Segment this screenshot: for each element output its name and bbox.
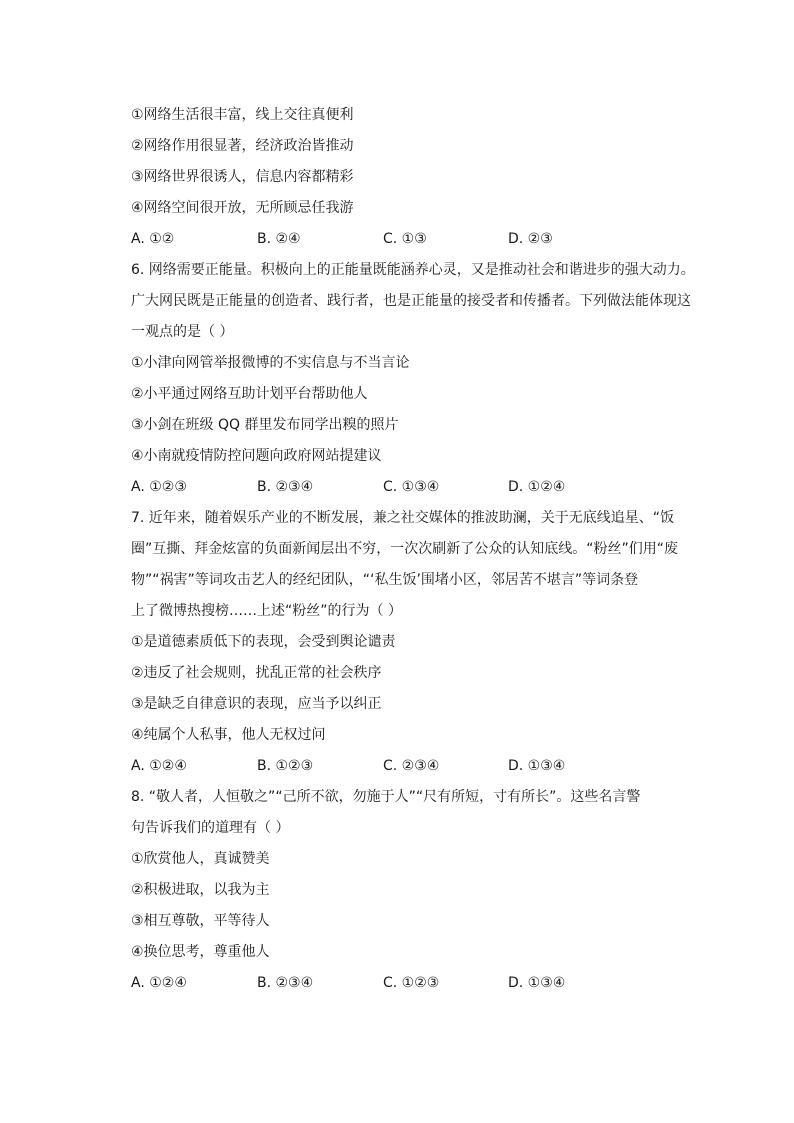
- option-d: D. ①③④: [508, 975, 566, 991]
- option-a: A. ①②④: [131, 758, 187, 774]
- question-stem-line: 上了微博热搜榜……上述“粉丝”的行为（ ）: [131, 603, 402, 619]
- choice-statement-3: ③是缺乏自律意识的表现，应当予以纠正: [131, 696, 382, 712]
- choice-statement-4: ④换位思考，尊重他人: [131, 944, 270, 960]
- option-a: A. ①②③: [131, 479, 187, 495]
- option-c: C. ①③: [383, 231, 427, 247]
- option-d: D. ①③④: [508, 758, 566, 774]
- choice-statement-2: ②小平通过网络互助计划平台帮助他人: [131, 386, 368, 402]
- answer-options: [131, 968, 701, 999]
- choice-statement-2: ②网络作用很显著，经济政治皆推动: [131, 138, 354, 154]
- choice-statement-1: ①是道德素质低下的表现，会受到舆论谴责: [131, 634, 396, 650]
- choice-statement-1: ①小津向网管举报微博的不实信息与不当言论: [131, 355, 410, 371]
- option-c: C. ①②③: [383, 975, 440, 991]
- choice-statement-2: ②积极进取，以我为主: [131, 882, 270, 898]
- option-b: B. ②③④: [257, 975, 314, 991]
- choice-statement-1: ①网络生活很丰富，线上交往真便利: [131, 107, 354, 123]
- choice-statement-3: ③相互尊敬，平等待人: [131, 913, 270, 929]
- question-stem-line: 6. 网络需要正能量。积极向上的正能量既能涵养心灵，又是推动社会和谐进步的强大动力。: [131, 262, 695, 278]
- choice-statement-1: ①欣赏他人，真诚赞美: [131, 851, 270, 867]
- option-c: C. ②③④: [383, 758, 440, 774]
- question-5: [131, 100, 701, 255]
- option-c: C. ①③④: [383, 479, 440, 495]
- choice-statement-2: ②违反了社会规则，扰乱正常的社会秩序: [131, 665, 382, 681]
- question-stem-line: 一观点的是（ ）: [131, 324, 234, 340]
- choice-statement-3: ③网络世界很诱人，信息内容都精彩: [131, 169, 354, 185]
- option-d: D. ①②④: [508, 479, 566, 495]
- question-6: [131, 255, 701, 503]
- page-content: [131, 100, 701, 999]
- question-stem-line: 句告诉我们的道理有（ ）: [131, 820, 290, 836]
- answer-options: [131, 472, 701, 503]
- choice-statement-3: ③小剑在班级 QQ 群里发布同学出糗的照片: [131, 417, 399, 433]
- question-7: [131, 503, 701, 782]
- question-stem-line: 圈”互撕、拜金炫富的负面新闻层出不穷，一次次刷新了公众的认知底线。“粉丝”们用“废: [131, 541, 679, 557]
- question-stem-line: 广大网民既是正能量的创造者、践行者，也是正能量的接受者和传播者。下列做法能体现这: [131, 293, 691, 309]
- answer-options: [131, 751, 701, 782]
- option-d: D. ②③: [508, 231, 553, 247]
- option-a: A. ①②: [131, 231, 175, 247]
- question-8: [131, 782, 701, 999]
- question-stem-line: 7. 近年来，随着娱乐产业的不断发展，兼之社交媒体的推波助澜，关于无底线追星、“饭: [131, 510, 675, 526]
- option-b: B. ②③④: [257, 479, 314, 495]
- option-a: A. ①②④: [131, 975, 187, 991]
- option-b: B. ①②③: [257, 758, 314, 774]
- option-b: B. ②④: [257, 231, 301, 247]
- choice-statement-4: ④小南就疫情防控问题向政府网站提建议: [131, 448, 382, 464]
- answer-options: [131, 224, 701, 255]
- choice-statement-4: ④网络空间很开放，无所顾忌任我游: [131, 200, 354, 216]
- question-stem-line: 8. “敬人者，人恒敬之”“己所不欲，勿施于人”“尺有所短，寸有所长”。这些名言警: [131, 789, 641, 805]
- choice-statement-4: ④纯属个人私事，他人无权过问: [131, 727, 326, 743]
- question-stem-line: 物”“祸害”等词攻击艺人的经纪团队，“‘私生饭’围堵小区，邻居苦不堪言”等词条登: [131, 572, 639, 588]
